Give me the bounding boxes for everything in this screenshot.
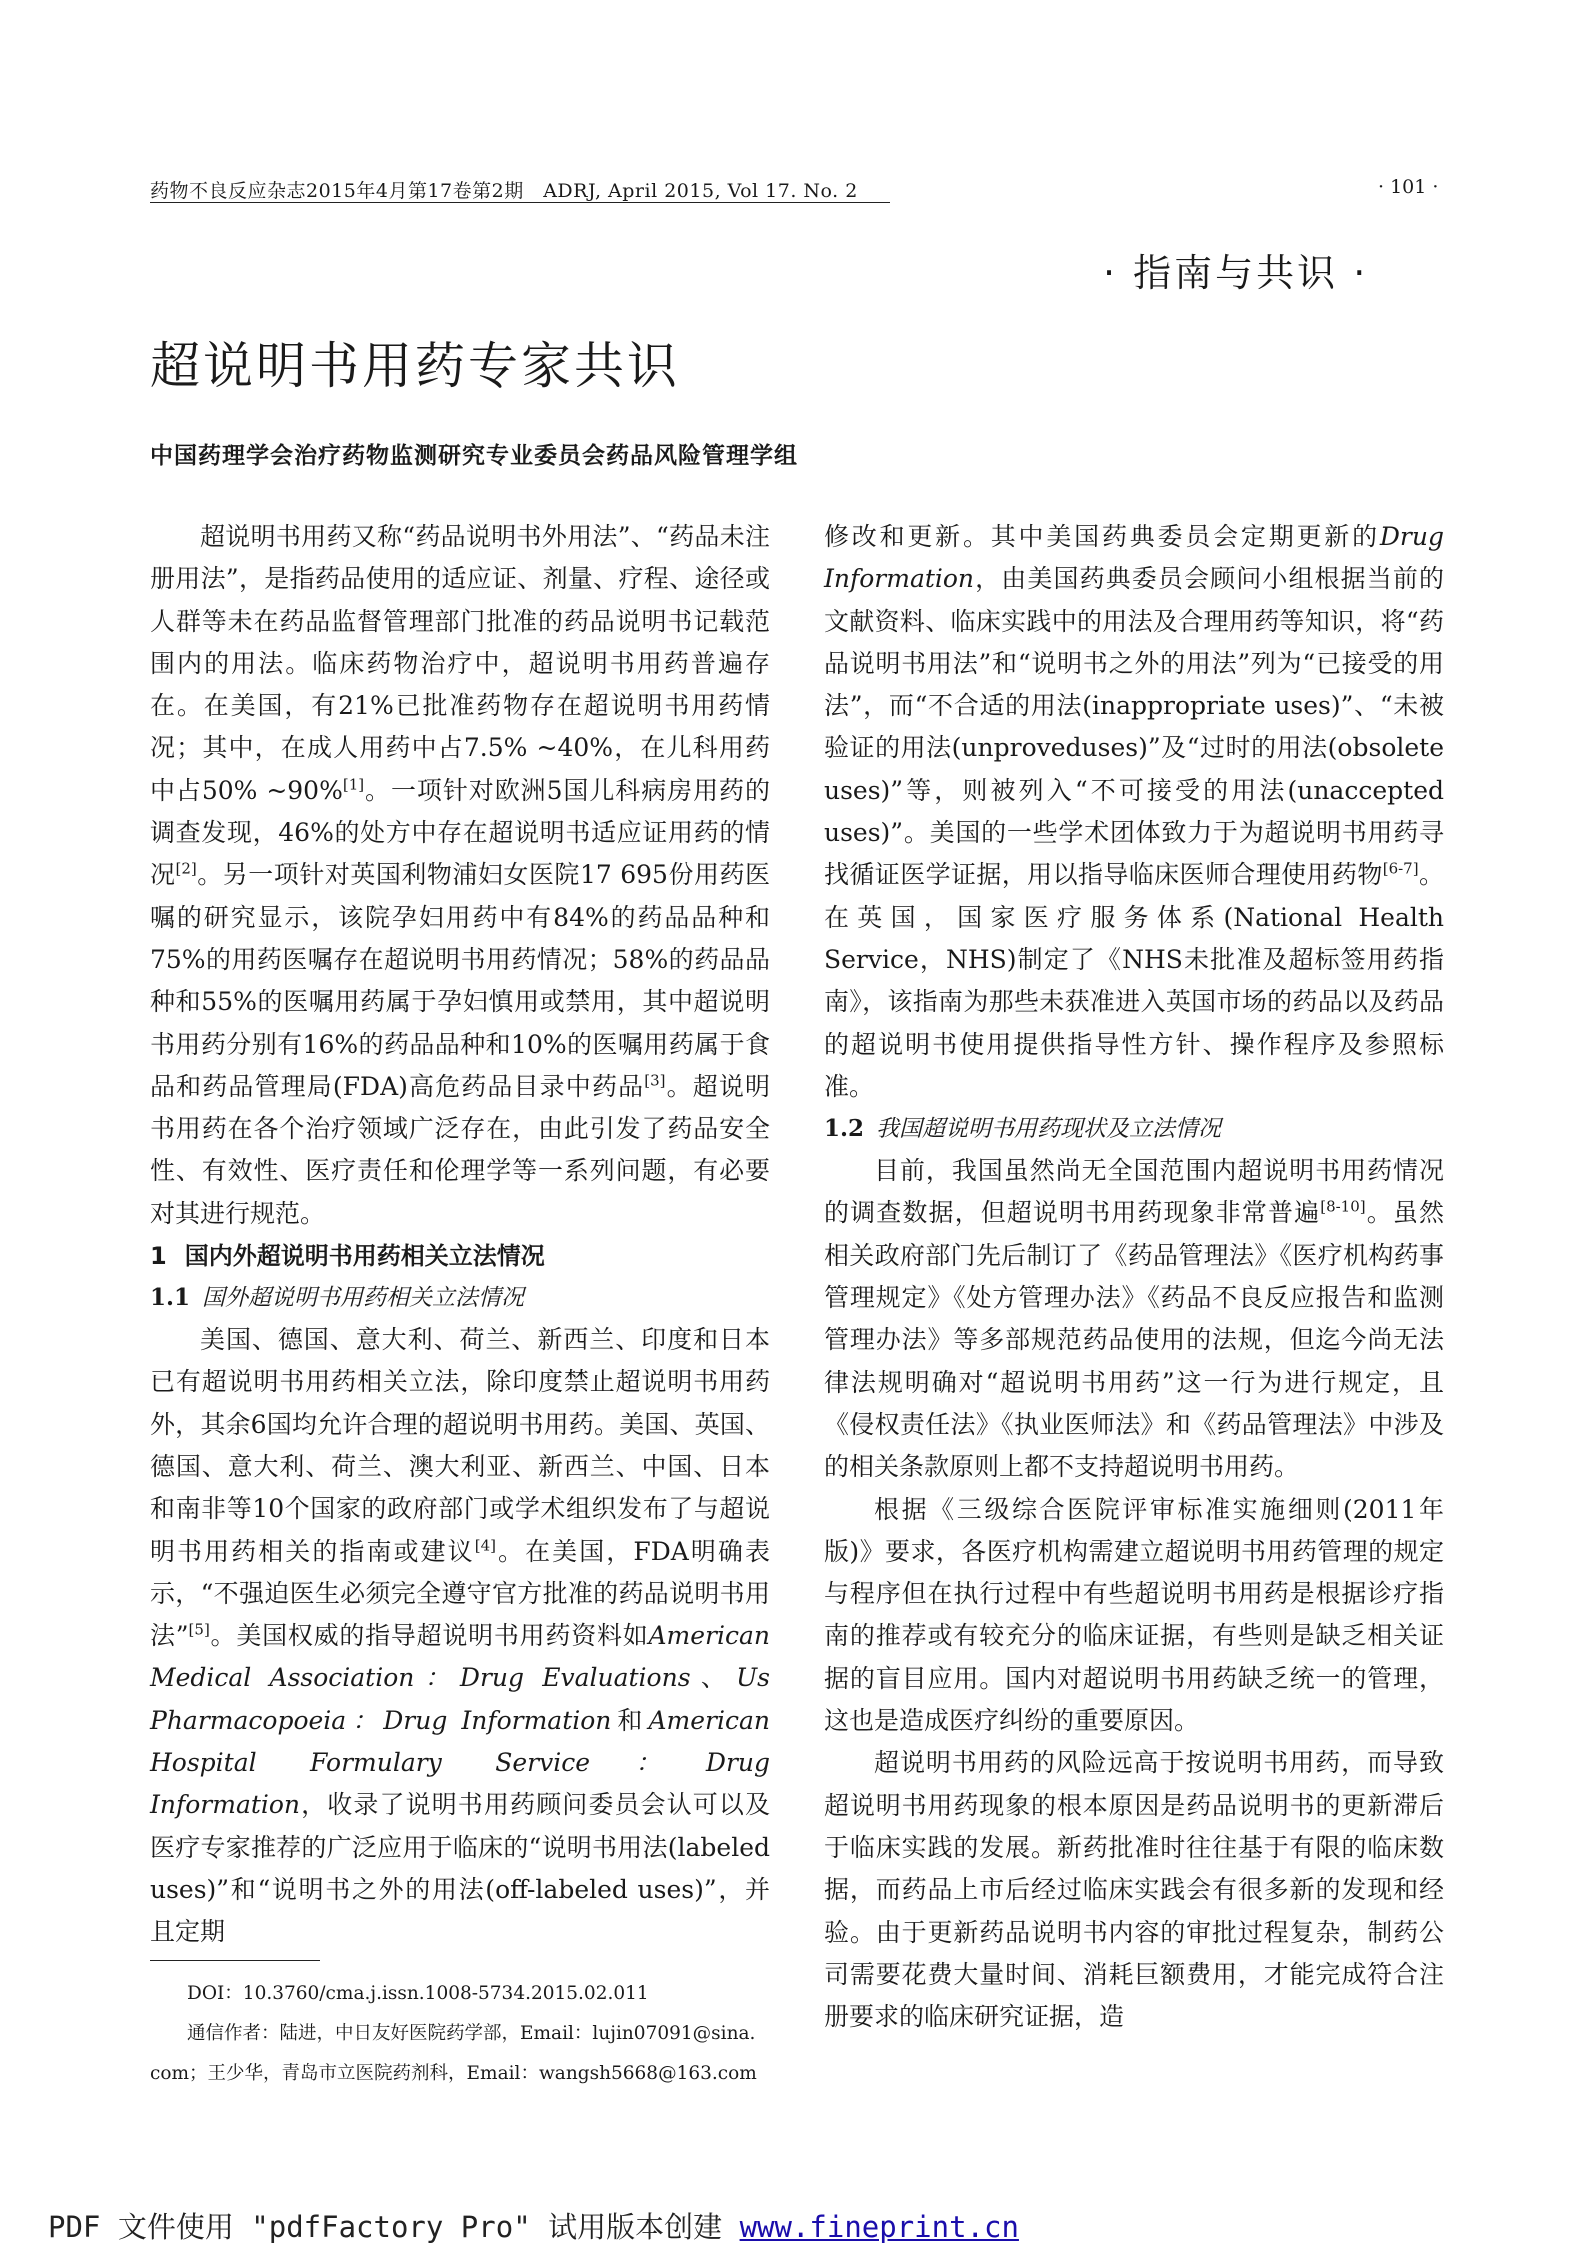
article-title: 超说明书用药专家共识 <box>150 337 680 395</box>
citation-2[interactable]: [2] <box>175 860 197 879</box>
footnote-rule <box>150 1960 320 1961</box>
citation-8-10[interactable]: [8-10] <box>1320 1198 1366 1217</box>
right-column <box>824 516 1444 2038</box>
citation-6-7[interactable]: [6-7] <box>1382 860 1419 879</box>
risk-paragraph: 超说明书用药的风险远高于按说明书用药，而导致超说明书用药现象的根本原因是药品说明书的更新滞后于临床实践的发展。新药批准时往往基于有限的临床数据，而药品上市后经过临床实践会有很多新的发现和经验。由于更新药品说明书内容的审批过程复杂，制药公司需要花费大量时间、消耗巨额费用，才能完成符合注册要求的临床研究证据，造 <box>824 1748 1444 2032</box>
footnote <box>150 1974 770 2094</box>
intro-paragraph: 超说明书用药又称“药品说明书外用法”、“药品未注册用法”，是指药品使用的适应证、剂量、疗程、途径或人群等未在药品监督管理部门批准的药品说明书记载范围内的用法。临床药物治疗中，超说明书用药普遍存在。在美国，有21%已批准药物存在超说明书用药情况；其中，在成人用药中占7.5% ~40%，在儿科用药中占50% ~90%[1]。一项针对欧洲5国儿科病房用药的调查发现，46%的处方中存在超说明书适应证用药的情况[2]。另一项针对英国利物浦妇女医院17 695份用药医嘱的研究显示，该院孕妇用药中有84%的药品品种和75%的用药医嘱存在超说明书用药情况；58%的药品品种和55%的医嘱用药属于孕妇慎用或禁用，其中超说明书用药分别有16%的药品品种和10%的医嘱用药属于食品和药品管理局(FDA)高危药品目录中药品[3]。超说明书用药在各个治疗领域广泛存在，由此引发了药品安全性、有效性、医疗责任和伦理学等一系列问题，有必要对其进行规范。 <box>150 522 770 1228</box>
header-rule <box>150 202 890 203</box>
citation-4[interactable]: [4] <box>474 1536 496 1555</box>
fineprint-link[interactable]: www.fineprint.cn <box>739 2210 1019 2244</box>
domestic-status-paragraph: 目前，我国虽然尚无全国范围内超说明书用药情况的调查数据，但超说明书用药现象非常普遍[8-10]。虽然相关政府部门先后制订了《药品管理法》《医疗机构药事管理规定》《处方管理办法》《药品不良反应报告和监测管理办法》等多部规范药品使用的法规，但迄今尚无法律法规明确对“超说明书用药”这一行为进行规定，且《侵权责任法》《执业医师法》和《药品管理法》中涉及的相关条款原则上都不支持超说明书用药。 <box>824 1156 1444 1482</box>
citation-1[interactable]: [1] <box>342 775 365 794</box>
section-heading-1: 1 国内外超说明书用药相关立法情况 <box>150 1242 545 1271</box>
citation-5[interactable]: [5] <box>188 1620 210 1639</box>
correspondence-line-cont: com；王少华，青岛市立医院药剂科，Email：wangsh5668@163.com <box>150 2063 757 2084</box>
author-group: 中国药理学会治疗药物监测研究专业委员会药品风险管理学组 <box>150 442 798 469</box>
left-column <box>150 516 770 1954</box>
journal-header: 药物不良反应杂志2015年4月第17卷第2期 ADRJ, April 2015, Vol 17. No. 2 <box>150 180 858 202</box>
correspondence-line: 通信作者：陆进，中日友好医院药学部，Email：lujin07091@sina. <box>187 2023 756 2044</box>
pdf-watermark-footer: PDF 文件使用 "pdfFactory Pro" 试用版本创建 www.fineprint.cn <box>48 2210 1019 2244</box>
hospital-standard-paragraph: 根据《三级综合医院评审标准实施细则(2011年版)》要求，各医疗机构需建立超说明书用药管理的规定与程序但在执行过程中有些超说明书用药是根据诊疗指南的推荐或有较充分的临床证据，有些则是缺乏相关证据的盲目应用。国内对超说明书用药缺乏统一的管理，这也是造成医疗纠纷的重要原因。 <box>824 1494 1444 1736</box>
doi-line: DOI：10.3760/cma.j.issn.1008-5734.2015.02.011 <box>187 1983 649 2004</box>
foreign-legislation-paragraph: 美国、德国、意大利、荷兰、新西兰、印度和日本已有超说明书用药相关立法，除印度禁止超说明书用药外，其余6国均允许合理的超说明书用药。美国、英国、德国、意大利、荷兰、澳大利亚、新西兰、中国、日本和南非等10个国家的政府部门或学术组织发布了与超说明书用药相关的指南或建议[4]。在美国，FDA明确表示，“不强迫医生必须完全遵守官方批准的药品说明书用法”[5]。美国权威的指导超说明书用药资料如American Medical Association：Drug Evaluations、Us Pharmacopoeia：Drug Information和American Hospital Formulary Service：Drug Information，收录了说明书用药顾问委员会认可以及医疗专家推荐的广泛应用于临床的“说明书用法(labeled uses)”和“说明书之外的用法(off-labeled uses)”，并且定期 <box>150 1325 770 1947</box>
page-number: · 101 · <box>1378 176 1439 198</box>
subsection-heading-1-2: 1.2 我国超说明书用药现状及立法情况 <box>824 1115 1222 1143</box>
citation-3[interactable]: [3] <box>644 1071 666 1090</box>
continued-paragraph: 修改和更新。其中美国药典委员会定期更新的Drug Information，由美国药典委员会顾问小组根据当前的文献资料、临床实践中的用法及合理用药等知识，将“药品说明书用法”和“说明书之外的用法”列为“已接受的用法”，而“不合适的用法(inappropriate uses)”、“未被验证的用法(unproveduses)”及“过时的用法(obsolete uses)”等，则被列入“不可接受的用法(unaccepted uses)”。美国的一些学术团体致力于为超说明书用药寻找循证医学证据，用以指导临床医师合理使用药物[6-7]。在英国，国家医疗服务体系(National Health Service，NHS)制定了《NHS未批准及超标签用药指南》，该指南为那些未获准进入英国市场的药品以及药品的超说明书使用提供指导性方针、操作程序及参照标准。 <box>824 522 1444 1101</box>
section-tag: · 指南与共识 · <box>1103 251 1369 295</box>
subsection-heading-1-1: 1.1 国外超说明书用药相关立法情况 <box>150 1284 525 1312</box>
